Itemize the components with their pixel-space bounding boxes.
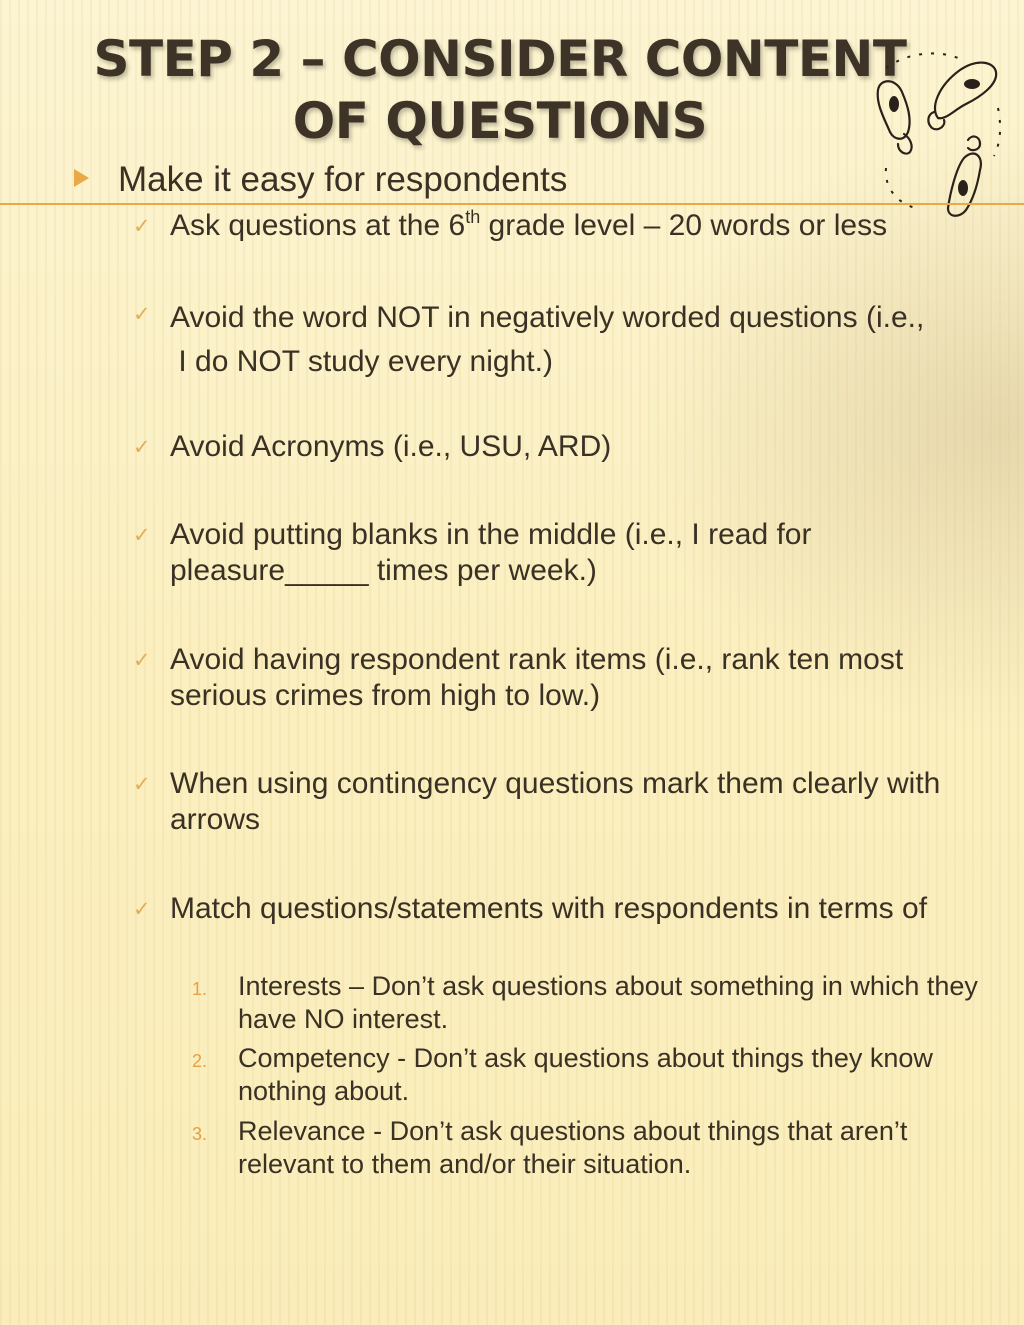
item1-superscript: th xyxy=(465,207,481,227)
slide-title xyxy=(0,28,1000,152)
check-icon: ✓ xyxy=(133,302,151,326)
list-item xyxy=(170,642,970,714)
item6-text: When using contingency questions mark them clearly with arrows xyxy=(170,767,941,836)
check-icon: ✓ xyxy=(133,897,151,921)
title-line-1: STEP 2 – CONSIDER CONTENT xyxy=(93,30,907,88)
item2-line1: Avoid the word NOT in negatively worded questions (i.e., xyxy=(170,301,925,334)
check-icon: ✓ xyxy=(133,772,151,796)
list-item xyxy=(170,891,970,927)
check-icon: ✓ xyxy=(133,435,151,459)
item7-text: Match questions/statements with respondents in terms of xyxy=(170,892,928,925)
title-line-2: OF QUESTIONS xyxy=(292,92,708,150)
item4-text: Avoid putting blanks in the middle (i.e., I read for pleasure_____ times per week.) xyxy=(170,518,812,587)
check-icon: ✓ xyxy=(133,523,151,547)
item2-line2: I do NOT study every night.) xyxy=(170,345,553,378)
sub-list-item: Interests – Don’t ask questions about something in which they have NO interest. xyxy=(238,971,978,1034)
subitem-number: 1. xyxy=(192,979,208,999)
list-item xyxy=(170,766,950,838)
subitem-number: 2. xyxy=(192,1051,208,1071)
sub-list-item: Competency - Don’t ask questions about things they know nothing about. xyxy=(238,1043,933,1106)
check-icon: ✓ xyxy=(133,648,151,672)
item1-text: Ask questions at the 6 xyxy=(170,209,466,242)
item5-text: Avoid having respondent rank items (i.e., rank ten most serious crimes from high to low.) xyxy=(170,643,904,712)
list-item xyxy=(170,517,870,589)
list-item xyxy=(170,208,970,244)
subitem-number: 3. xyxy=(192,1124,208,1144)
item1-text-rest: grade level – 20 words or less xyxy=(480,209,888,242)
sub-list-item: Relevance - Don’t ask questions about things that aren’t relevant to them and/or their situation. xyxy=(238,1116,908,1179)
title-divider xyxy=(0,203,1024,205)
footprints-icon xyxy=(868,48,1008,228)
arrow-bullet-icon xyxy=(74,169,89,187)
check-icon: ✓ xyxy=(133,214,151,238)
list-item xyxy=(170,296,970,384)
main-bullet: Make it easy for respondents xyxy=(118,160,568,199)
item3-text: Avoid Acronyms (i.e., USU, ARD) xyxy=(170,430,612,463)
list-item xyxy=(170,429,970,465)
